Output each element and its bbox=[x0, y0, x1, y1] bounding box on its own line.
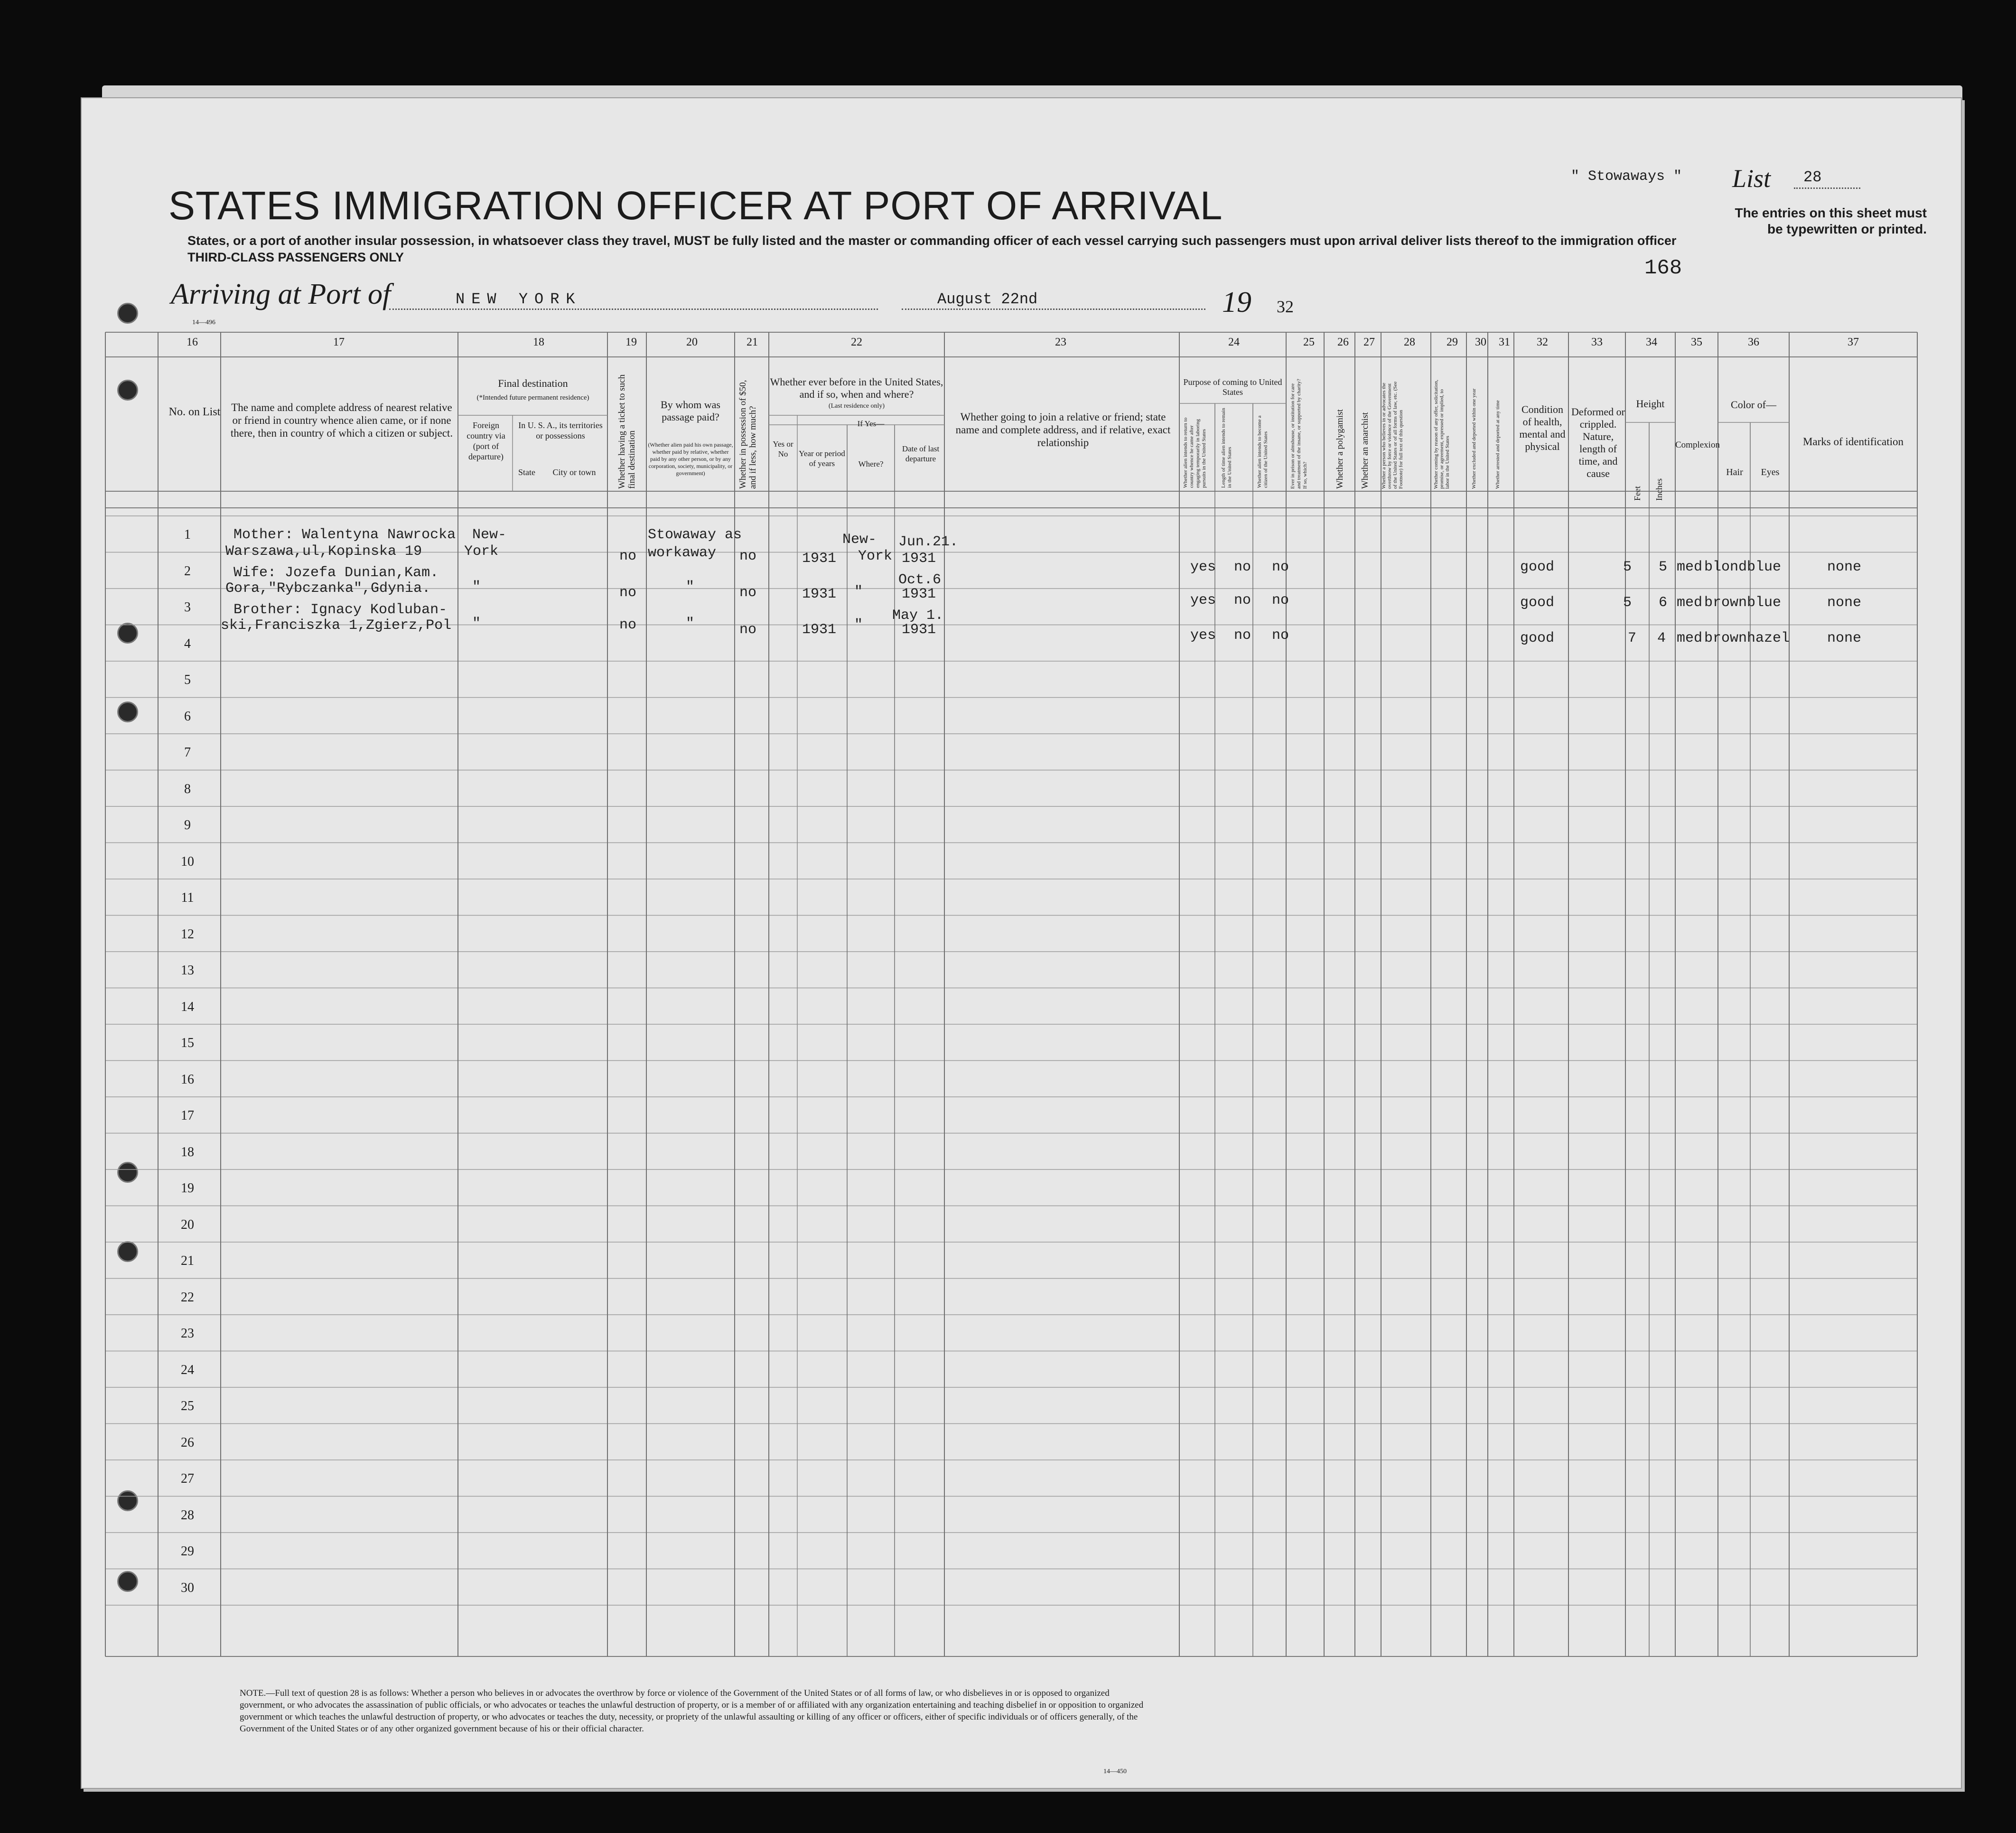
row-number: 19 bbox=[181, 1181, 194, 1196]
entry-departure-date: Jun.21. bbox=[898, 534, 959, 550]
row-number: 30 bbox=[181, 1580, 194, 1595]
row-number: 5 bbox=[184, 673, 191, 687]
header-by-whom: By whom was passage paid? bbox=[661, 399, 720, 423]
header-condition: Condition of health, mental and physical bbox=[1519, 403, 1566, 452]
row-number: 12 bbox=[181, 926, 194, 942]
list-label: List bbox=[1732, 164, 1771, 193]
entry-hair: brown bbox=[1704, 630, 1747, 646]
column-number: 33 bbox=[1591, 336, 1603, 348]
header-city: City or town bbox=[552, 468, 596, 477]
header-labor-offer: Whether coming by reason of any offer, solicitation, promise, or agreement, expressed or implied, to labor in the United States bbox=[1433, 380, 1450, 489]
entries-note-line: be typewritten or printed. bbox=[1767, 222, 1927, 236]
header-in-usa: In U. S. A., its territories or possessions bbox=[518, 421, 603, 440]
entry-where: " bbox=[854, 584, 863, 600]
arrival-date: August 22nd bbox=[937, 290, 1038, 308]
arriving-label: Arriving at Port of bbox=[171, 278, 391, 310]
row-number: 20 bbox=[181, 1217, 194, 1232]
header-hair: Hair bbox=[1726, 467, 1743, 477]
header-final-destination: Final destination bbox=[498, 377, 568, 389]
row-number: 18 bbox=[181, 1144, 194, 1160]
entry-foreign-country: " bbox=[472, 579, 481, 595]
column-number: 34 bbox=[1646, 336, 1657, 348]
header-yes-no: Yes or No bbox=[773, 440, 793, 458]
entry-paid-by: workaway bbox=[648, 545, 717, 561]
column-number: 20 bbox=[686, 336, 698, 348]
list-number: 28 bbox=[1803, 168, 1822, 186]
column-number: 26 bbox=[1337, 336, 1349, 348]
entry-where: New- bbox=[842, 532, 877, 548]
row-number: 7 bbox=[184, 745, 191, 760]
column-number: 17 bbox=[333, 336, 345, 348]
entry-where: " bbox=[854, 617, 863, 633]
entry-ticket: no bbox=[619, 617, 637, 633]
footnote: NOTE.—Full text of question 28 is as follows: Whether a person who believes in or advocates the overthrow by force or violence of the Government of the United States or of all forms of law, or who disbelieves in or is opposed to organized government, or who advocates the assassination of public officials, or who advocates or teaches the unlawful destruction of property, or is a member of or affiliated with any organization entertaining and teaching disbelief in or opposition to organized government or which teaches the unlawful destruction of property, or who advocates or teaches the duty, necessity, or propriety of the unlawful assaulting or killing of any officer or officers, either of specific individuals or of officers generally, of the Government of the United States or of any other organized government because of his or their official character. bbox=[240, 1688, 1144, 1734]
row-number: 25 bbox=[181, 1399, 194, 1413]
row-number: 14 bbox=[181, 999, 194, 1014]
column-number: 31 bbox=[1499, 336, 1510, 348]
header-if-yes: If Yes— bbox=[857, 419, 885, 428]
row-number: 17 bbox=[181, 1108, 194, 1123]
header-last-residence: (Last residence only) bbox=[828, 402, 885, 410]
column-number: 19 bbox=[625, 336, 637, 348]
row-number: 6 bbox=[184, 709, 191, 724]
entry-paid-by: " bbox=[686, 616, 695, 632]
row-number: 27 bbox=[181, 1471, 194, 1486]
header-year-period: Year or period of years bbox=[799, 449, 845, 468]
row-number: 10 bbox=[181, 854, 194, 869]
column-number: 27 bbox=[1363, 336, 1375, 348]
entry-paid-by: Stowaway as bbox=[648, 527, 742, 543]
entry-relative: Warszawa,ul,Kopinska 19 bbox=[225, 543, 422, 560]
header-prison: Ever in prison or almshouse, or institution for care and treatment of the insane, or supported by charity? If so, which? bbox=[1290, 379, 1308, 489]
entry-paid-by: " bbox=[686, 579, 695, 595]
entry-fifty: no bbox=[739, 548, 757, 564]
entry-intends-citizen: no bbox=[1272, 592, 1289, 608]
entry-departure-date: 1931 bbox=[902, 551, 936, 567]
header-nearest-relative: The name and complete address of nearest relative or friend in country whence alien came, or if none there, then in country of which a citizen or subject. bbox=[230, 402, 453, 439]
entry-relative: Gora,"Rybczanka",Gdynia. bbox=[225, 580, 431, 597]
entry-length-stay: no bbox=[1234, 559, 1251, 575]
row-number: 15 bbox=[181, 1036, 194, 1050]
year-prefix: 19 bbox=[1222, 286, 1251, 318]
header-feet: Feet bbox=[1633, 486, 1642, 501]
subtitle-line: States, or a port of another insular possession, in whatsoever class they travel, MUST be fully listed and the master or commanding officer of each vessel carrying such passengers must upon arrival deliver lists thereof to the immigration officer bbox=[187, 234, 1677, 248]
entry-departure-date: Oct.6 bbox=[898, 572, 942, 588]
entry-foreign-country: New- bbox=[472, 527, 507, 543]
form-number: 14—450 bbox=[1103, 1768, 1127, 1775]
header-color-of: Color of— bbox=[1731, 399, 1776, 411]
header-deformed: Deformed or crippled. Nature, length of time, and cause bbox=[1571, 406, 1625, 479]
form-number: 14—496 bbox=[192, 319, 215, 326]
row-number: 23 bbox=[181, 1326, 194, 1341]
entry-complexion: med bbox=[1677, 595, 1703, 611]
entry-intends-citizen: no bbox=[1272, 559, 1289, 575]
entry-marks: none bbox=[1827, 559, 1862, 575]
row-number: 1 bbox=[184, 527, 191, 542]
entry-relative: Wife: Jozefa Dunian,Kam. bbox=[233, 565, 439, 581]
row-number: 9 bbox=[184, 818, 191, 832]
column-number: 35 bbox=[1691, 336, 1702, 348]
entry-eyes: hazel bbox=[1747, 630, 1790, 646]
page-number: 168 bbox=[1644, 256, 1682, 280]
header-complexion: Complexion bbox=[1675, 440, 1720, 450]
entry-marks: none bbox=[1827, 630, 1862, 646]
entry-year: 1931 bbox=[802, 586, 837, 602]
entry-intends-citizen: no bbox=[1272, 627, 1289, 644]
header-length-of-stay: Length of time alien intends to remain in the United States bbox=[1221, 408, 1232, 488]
header-marks: Marks of identification bbox=[1802, 436, 1904, 448]
year-suffix: 32 bbox=[1277, 297, 1294, 316]
header-polygamist: Whether a polygamist bbox=[1335, 409, 1345, 489]
header-date-last-departure: Date of last departure bbox=[902, 444, 940, 463]
entry-length-stay: no bbox=[1234, 627, 1251, 644]
port-of-arrival: NEW YORK bbox=[456, 290, 582, 308]
row-number: 28 bbox=[181, 1507, 194, 1523]
entry-hair: blond bbox=[1704, 559, 1747, 575]
header-intends-citizen: Whether alien intends to become a citizen of the United States bbox=[1257, 415, 1269, 488]
header-inches: Inches bbox=[1654, 478, 1664, 501]
entry-intends-return: yes bbox=[1190, 627, 1216, 644]
row-number: 3 bbox=[184, 600, 191, 615]
entry-eyes: blue bbox=[1747, 595, 1782, 611]
entry-feet: 5 bbox=[1623, 595, 1632, 611]
header-before-us: Whether ever before in the United States, and if so, when and where? bbox=[770, 376, 943, 400]
entry-fifty: no bbox=[739, 622, 757, 638]
entry-marks: none bbox=[1827, 595, 1862, 611]
row-number: 26 bbox=[181, 1435, 194, 1450]
header-eyes: Eyes bbox=[1761, 467, 1780, 477]
page-title: STATES IMMIGRATION OFFICER AT PORT OF ARRIVAL bbox=[168, 183, 1223, 228]
entry-inches: 4 bbox=[1657, 630, 1666, 646]
header-arrested: Whether arrested and deported at any time bbox=[1495, 400, 1501, 489]
column-number: 37 bbox=[1848, 336, 1859, 348]
column-number: 21 bbox=[747, 336, 758, 348]
stowaways-label: " Stowaways " bbox=[1571, 168, 1682, 185]
entry-length-stay: no bbox=[1234, 592, 1251, 608]
header-excluded: Whether excluded and deported within one year bbox=[1471, 388, 1477, 489]
column-number: 28 bbox=[1404, 336, 1415, 348]
column-number: 32 bbox=[1537, 336, 1548, 348]
column-number: 36 bbox=[1748, 336, 1759, 348]
entry-foreign-country: York bbox=[464, 543, 499, 560]
header-foreign-country: Foreign country via (port of departure) bbox=[467, 421, 505, 461]
entry-inches: 5 bbox=[1659, 559, 1668, 575]
header-fifty-dollars: Whether in possession of $50, and if less, how much? bbox=[738, 380, 758, 489]
row-number: 4 bbox=[184, 636, 191, 651]
header-anarchist: Whether an anarchist bbox=[1360, 412, 1370, 489]
header-where: Where? bbox=[858, 459, 884, 468]
row-number: 11 bbox=[181, 890, 194, 905]
header-state: State bbox=[518, 468, 535, 477]
entry-condition: good bbox=[1520, 595, 1555, 611]
header-overthrow: Whether a person who believes in or advocates the overthrow by force or violence of the Government of the United States or of all forms of law, etc. (See Footnote) for full text of this question bbox=[1381, 381, 1404, 489]
row-number: 8 bbox=[184, 781, 191, 796]
header-purpose: Purpose of coming to United States bbox=[1183, 377, 1282, 397]
row-number: 29 bbox=[181, 1544, 194, 1559]
entry-eyes: blue bbox=[1747, 559, 1782, 575]
header-no-on-list: No. on List bbox=[168, 406, 221, 418]
column-number: 24 bbox=[1228, 336, 1240, 348]
header-ticket: Whether having a ticket to such final destination bbox=[617, 374, 637, 489]
column-number: 29 bbox=[1447, 336, 1458, 348]
entry-year: 1931 bbox=[802, 551, 837, 567]
row-number: 21 bbox=[181, 1253, 194, 1268]
column-number: 22 bbox=[851, 336, 862, 348]
header-by-whom-note: (Whether alien paid his own passage, whether paid by relative, whether paid by any other person, or by any corporation, society, municipality, or government) bbox=[648, 441, 733, 477]
row-number: 13 bbox=[181, 963, 194, 978]
column-number: 16 bbox=[187, 336, 198, 348]
header-height: Height bbox=[1636, 398, 1665, 410]
entry-fifty: no bbox=[739, 585, 757, 601]
row-number: 22 bbox=[181, 1290, 194, 1305]
entry-year: 1931 bbox=[802, 622, 837, 638]
entry-departure-date: May 1. bbox=[892, 608, 944, 624]
column-number: 18 bbox=[533, 336, 544, 348]
header-intends-return: Whether alien intends to return to country whence he came after engaging temporarily in laboring pursuits in the United States bbox=[1183, 417, 1207, 488]
entries-note-line: The entries on this sheet must bbox=[1735, 206, 1927, 220]
entry-intends-return: yes bbox=[1190, 592, 1216, 608]
entry-condition: good bbox=[1520, 559, 1555, 575]
row-number: 24 bbox=[181, 1362, 194, 1377]
entry-feet: 5 bbox=[1623, 559, 1632, 575]
entry-relative: Mother: Walentyna Nawrocka bbox=[233, 527, 456, 543]
entry-relative: Brother: Ignacy Kodluban- bbox=[233, 602, 448, 618]
entry-ticket: no bbox=[619, 585, 637, 601]
entry-where: York bbox=[858, 548, 893, 564]
header-join-relative: Whether going to join a relative or friend; state name and complete address, and if relative, exact relationship bbox=[955, 411, 1171, 449]
column-number: 23 bbox=[1055, 336, 1066, 348]
column-number: 30 bbox=[1475, 336, 1486, 348]
entry-inches: 6 bbox=[1659, 595, 1668, 611]
entry-foreign-country: " bbox=[472, 616, 481, 632]
entry-departure-date: 1931 bbox=[902, 622, 936, 638]
row-number: 16 bbox=[181, 1072, 194, 1087]
entry-feet: 7 bbox=[1628, 630, 1637, 646]
header-final-destination-note: (*Intended future permanent residence) bbox=[476, 394, 589, 402]
row-number: 2 bbox=[184, 563, 191, 579]
entry-relative: ski,Franciszka 1,Zgierz,Pol bbox=[221, 617, 452, 634]
column-number: 25 bbox=[1303, 336, 1315, 348]
entry-condition: good bbox=[1520, 630, 1555, 646]
entry-ticket: no bbox=[619, 548, 637, 564]
entry-departure-date: 1931 bbox=[902, 586, 936, 602]
entry-complexion: med bbox=[1677, 630, 1703, 646]
entry-hair: brown bbox=[1704, 595, 1747, 611]
passenger-class: THIRD-CLASS PASSENGERS ONLY bbox=[187, 250, 404, 264]
entry-intends-return: yes bbox=[1190, 559, 1216, 575]
entry-complexion: med bbox=[1677, 559, 1703, 575]
